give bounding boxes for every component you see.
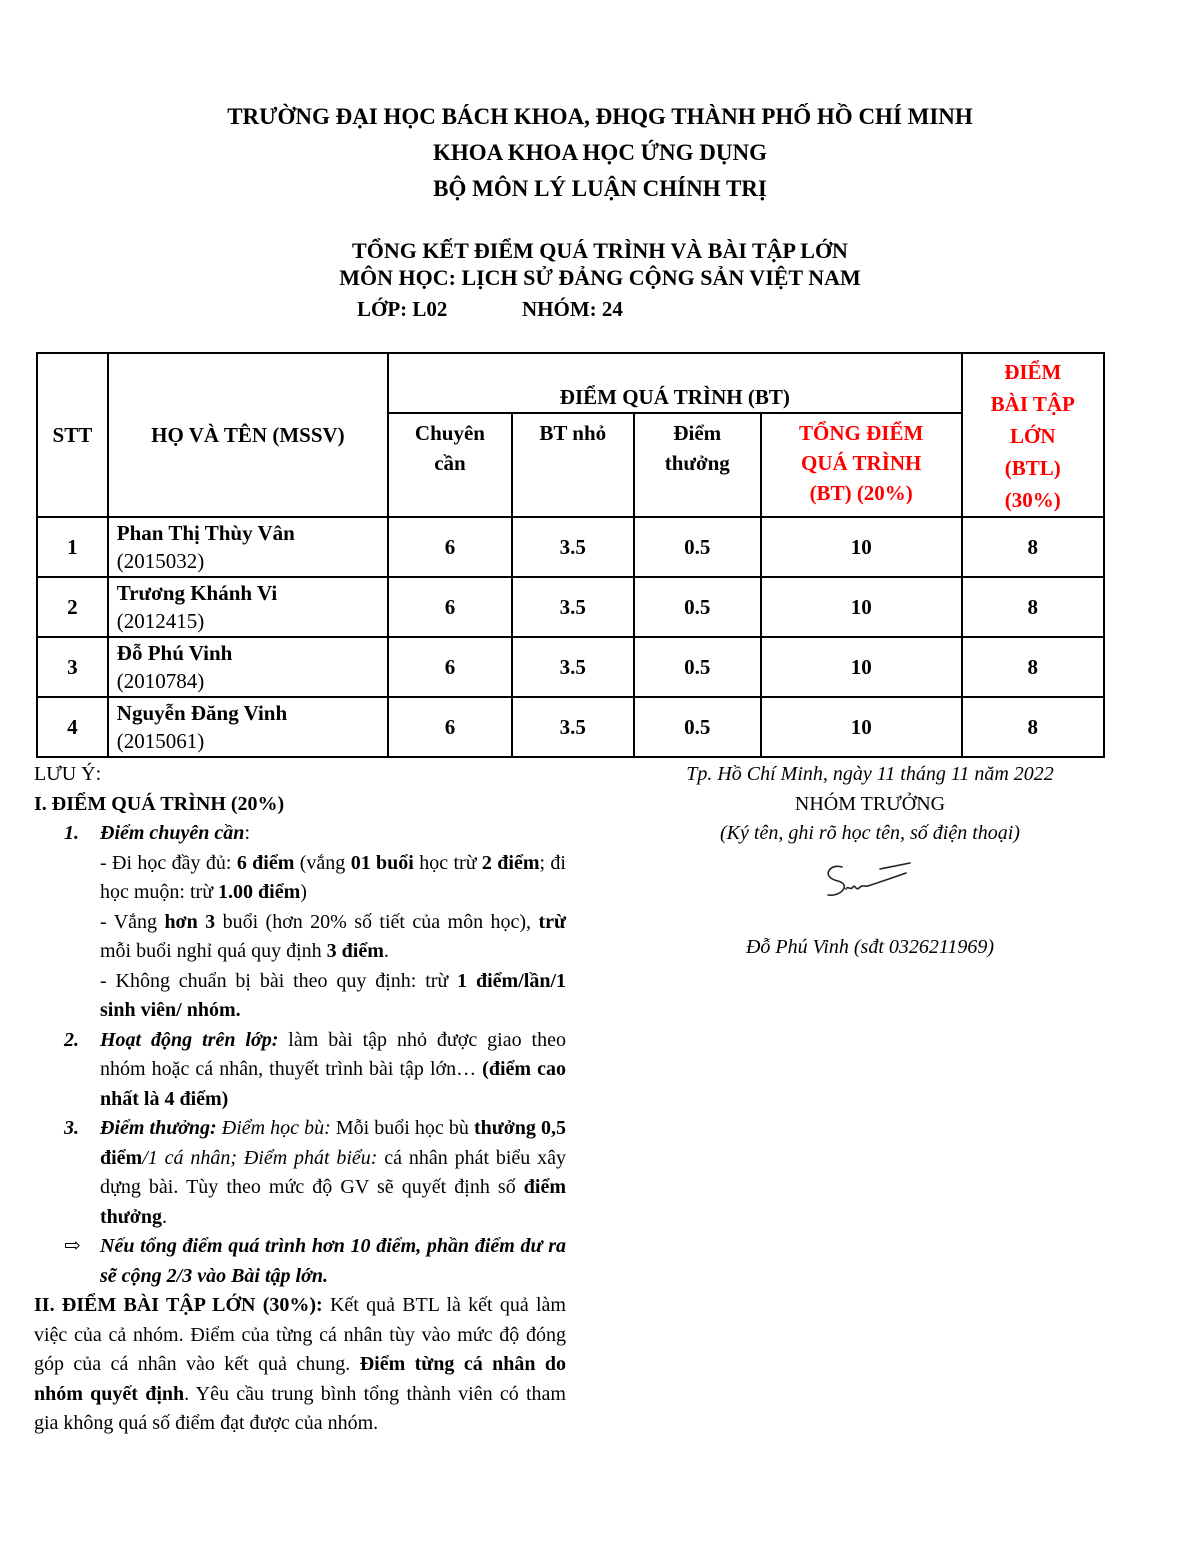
bonus-score: 0.5 bbox=[634, 577, 761, 637]
signature-block bbox=[600, 760, 1140, 962]
student-name: Phan Thị Thùy Vân bbox=[116, 521, 295, 545]
col-total-process: TỔNG ĐIỂM QUÁ TRÌNH (BT) (20%) bbox=[761, 413, 962, 517]
student-name: Đỗ Phú Vinh bbox=[116, 641, 233, 665]
note-item-2: 2. Hoạt động trên lớp: làm bài tập nhỏ được giao theo nhóm hoặc cá nhân, thuyết trình bài tập lớn… (điểm cao nhất là 4 điểm) bbox=[34, 1026, 566, 1115]
attendance-rule-c: - Không chuẩn bị bài theo quy định: trừ 1 điểm/lần/1 sinh viên/ nhóm. bbox=[100, 969, 567, 1021]
arrow-note-text: Nếu tổng điểm quá trình hơn 10 điểm, phần điểm dư ra sẽ cộng 2/3 vào Bài tập lớn. bbox=[100, 1235, 566, 1287]
student-id: (2010784) bbox=[116, 669, 205, 693]
document-title: TỔNG KẾT ĐIỂM QUÁ TRÌNH VÀ BÀI TẬP LỚN bbox=[352, 238, 848, 263]
faculty-name: KHOA KHOA HỌC ỨNG DỤNG bbox=[433, 140, 767, 165]
attendance-score: 6 bbox=[388, 577, 512, 637]
attendance-rule-a: - Đi học đầy đủ: 6 điểm (vắng 01 buổi học trừ 2 điểm; đi học muộn: trừ 1.00 điểm) bbox=[100, 851, 566, 903]
notes-section bbox=[34, 760, 566, 1439]
handwritten-signature bbox=[810, 855, 930, 905]
subject-line: MÔN HỌC: LỊCH SỬ ĐẢNG CỘNG SẢN VIỆT NAM bbox=[339, 265, 861, 290]
bonus-score: 0.5 bbox=[634, 517, 761, 577]
arrow-right-icon: ⇨ bbox=[64, 1235, 81, 1257]
signer-role: NHÓM TRƯỞNG bbox=[794, 792, 946, 815]
section-1-title: I. ĐIỂM QUÁ TRÌNH (20%) bbox=[34, 792, 285, 815]
attendance-score: 6 bbox=[388, 517, 512, 577]
col-attendance: Chuyên cần bbox=[388, 413, 512, 517]
class-label: LỚP: L02 bbox=[357, 297, 448, 321]
note-item-1 bbox=[34, 819, 566, 1026]
student-id: (2012415) bbox=[116, 609, 205, 633]
row-student bbox=[108, 577, 388, 637]
item-title: Điểm chuyên cần bbox=[100, 822, 245, 844]
group-label: NHÓM: 24 bbox=[522, 297, 623, 321]
total-process-score: 10 bbox=[761, 697, 962, 757]
row-stt: 2 bbox=[37, 577, 108, 637]
small-exercise-score: 3.5 bbox=[512, 517, 634, 577]
item-title: Hoạt động trên lớp: bbox=[100, 1028, 279, 1051]
grades-table bbox=[36, 352, 1105, 758]
small-exercise-score: 3.5 bbox=[512, 697, 634, 757]
department-name: BỘ MÔN LÝ LUẬN CHÍNH TRỊ bbox=[433, 176, 767, 201]
signer-name-phone: Đỗ Phú Vinh (sđt 0326211969) bbox=[745, 935, 995, 958]
col-btl: ĐIỂM BÀI TẬP LỚN (BTL) (30%) bbox=[962, 353, 1104, 517]
row-student bbox=[108, 517, 388, 577]
total-process-score: 10 bbox=[761, 577, 962, 637]
item-number: 2. bbox=[64, 1028, 79, 1051]
total-process-score: 10 bbox=[761, 517, 962, 577]
btl-score: 8 bbox=[962, 517, 1104, 577]
table-row bbox=[37, 637, 1104, 697]
student-name: Trương Khánh Vi bbox=[116, 581, 278, 605]
attendance-score: 6 bbox=[388, 637, 512, 697]
item-number: 1. bbox=[64, 822, 79, 844]
table-row bbox=[37, 577, 1104, 637]
signature-instruction: (Ký tên, ghi rõ học tên, số điện thoại) bbox=[720, 822, 1020, 844]
row-stt: 1 bbox=[37, 517, 108, 577]
attendance-rule-b: - Vắng hơn 3 buổi (hơn 20% số tiết của môn học), trừ mỗi buổi nghỉ quá quy định 3 điểm. bbox=[100, 910, 566, 962]
small-exercise-score: 3.5 bbox=[512, 577, 634, 637]
table-header-row bbox=[37, 353, 1104, 413]
place-date: Tp. Hồ Chí Minh, ngày 11 tháng 11 năm 2022 bbox=[686, 763, 1054, 785]
small-exercise-score: 3.5 bbox=[512, 637, 634, 697]
table-row bbox=[37, 517, 1104, 577]
bonus-score: 0.5 bbox=[634, 697, 761, 757]
note-arrow-item bbox=[34, 1232, 566, 1291]
col-stt: STT bbox=[37, 353, 108, 517]
total-process-score: 10 bbox=[761, 637, 962, 697]
row-stt: 3 bbox=[37, 637, 108, 697]
row-stt: 4 bbox=[37, 697, 108, 757]
notes-heading: LƯU Ý: bbox=[34, 763, 102, 785]
section-2-title: II. ĐIỂM BÀI TẬP LỚN (30%): bbox=[34, 1294, 323, 1316]
btl-score: 8 bbox=[962, 577, 1104, 637]
student-id: (2015032) bbox=[116, 549, 205, 573]
bonus-score: 0.5 bbox=[634, 637, 761, 697]
section-2-paragraph: II. ĐIỂM BÀI TẬP LỚN (30%): Kết quả BTL là kết quả làm việc của cả nhóm. Điểm của từng cá nhân tùy vào mức độ đóng góp của cá nhân vào kết quả chung. Điểm từng cá nhân do nhóm quyết định. Yêu cầu trung bình tổng thành viên có tham gia không quá số điểm đạt được của nhóm. bbox=[34, 1294, 566, 1434]
btl-score: 8 bbox=[962, 697, 1104, 757]
col-process-group: ĐIỂM QUÁ TRÌNH (BT) bbox=[388, 353, 962, 413]
student-name: Nguyễn Đăng Vinh bbox=[116, 701, 288, 725]
col-small-exercise: BT nhỏ bbox=[512, 413, 634, 517]
note-item-3: 3. Điểm thưởng: Điểm học bù: Mỗi buổi học bù thưởng 0,5 điểm/1 cá nhân; Điểm phát biểu: cá nhân phát biểu xây dựng bài. Tùy theo mức độ GV sẽ quyết định số điểm thưởng. bbox=[34, 1114, 566, 1232]
item-colon: : bbox=[244, 822, 250, 844]
attendance-score: 6 bbox=[388, 697, 512, 757]
col-bonus: Điểm thưởng bbox=[634, 413, 761, 517]
col-name: HỌ VÀ TÊN (MSSV) bbox=[108, 353, 388, 517]
item-title: Điểm thưởng: bbox=[100, 1117, 217, 1139]
row-student bbox=[108, 637, 388, 697]
table-row bbox=[37, 697, 1104, 757]
university-name: TRƯỜNG ĐẠI HỌC BÁCH KHOA, ĐHQG THÀNH PHỐ HỒ CHÍ MINH bbox=[227, 104, 973, 129]
student-id: (2015061) bbox=[116, 729, 205, 753]
item-number: 3. bbox=[64, 1117, 79, 1139]
btl-score: 8 bbox=[962, 637, 1104, 697]
row-student bbox=[108, 697, 388, 757]
